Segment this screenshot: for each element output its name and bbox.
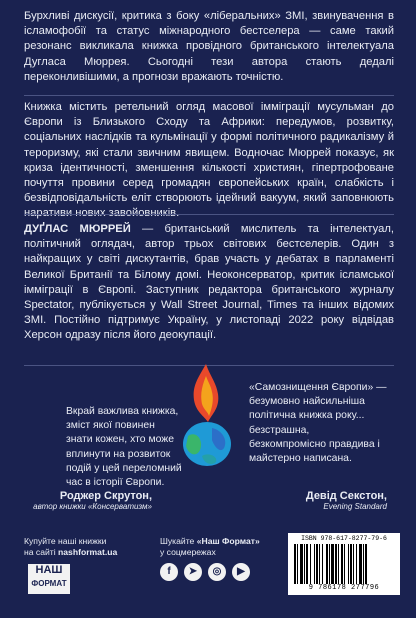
- quote-sexton: «Самознищення Європи» — безумовно найсильніша політична книжка року... безстрашна, безкомпромісно правдива і майстерно написана.: [249, 382, 387, 465]
- barcode-bar: [359, 544, 362, 584]
- publisher-site-link[interactable]: nashformat.ua: [58, 547, 118, 557]
- barcode-bar: [335, 544, 337, 584]
- barcode-bar: [316, 544, 318, 584]
- find-line-2: у соцмережах: [160, 547, 216, 557]
- social-note: [160, 536, 290, 558]
- divider: [24, 214, 394, 215]
- barcode-bar: [319, 544, 320, 584]
- buy-online-note: [24, 536, 154, 558]
- quote-scruton: Вкрай важлива книжка, зміст якої повинен знати кожен, хто може вплинути на розвиток подій у цей переломний час в історії Європи.: [66, 406, 182, 489]
- youtube-icon[interactable]: ▶: [232, 563, 250, 581]
- barcode-bar: [353, 544, 354, 584]
- quote-scruton-author: Роджер Скрутон,: [59, 490, 152, 502]
- barcode-bar: [341, 544, 343, 584]
- social-links: [160, 563, 250, 581]
- author-bio-text: — британський мислитель та інтелектуал, політичний оглядач, автор трьох світових бестселерів. Один з найкращих у світі дискутантів, брав участь у дебатах в парламенті Великої Британії та Білому домі. Неоконсерватор, критик ісламської імміграції в Європі. Заступник редактора британського журналу Spectator, публікується у Wall Street Journal, Times та інших відомих ЗМІ. Постійно підтримує Україну, у листопаді 2022 року відвідав Херсон одразу після його деокупації.: [24, 223, 394, 342]
- buy-line-2: на сайті nashformat.ua: [24, 547, 118, 557]
- quote-scruton-signature: [12, 490, 152, 512]
- quote-sexton-signature: [237, 490, 387, 512]
- barcode-bar: [356, 544, 357, 584]
- barcode-bar: [348, 544, 349, 584]
- author-name: ДУҐЛАС МЮРРЕЙ: [24, 223, 131, 235]
- barcode-number: 9 786178 277796: [308, 584, 380, 592]
- barcode-bar: [331, 544, 334, 584]
- barcode-bar: [304, 544, 305, 584]
- facebook-icon[interactable]: f: [160, 563, 178, 581]
- barcode-bar: [306, 544, 308, 584]
- quote-sexton-role: Evening Standard: [323, 502, 387, 511]
- barcode-bar: [365, 544, 367, 584]
- barcode-bar: [338, 544, 339, 584]
- flame-globe-illustration: [178, 360, 236, 470]
- quote-sexton-author: Девід Секстон,: [305, 490, 387, 502]
- barcode-bar: [363, 544, 364, 584]
- quote-scruton-role: автор книжки «Консерватизм»: [33, 502, 152, 511]
- barcode-bar: [310, 544, 311, 584]
- author-bio-paragraph: [24, 222, 394, 344]
- barcode-bar: [344, 544, 345, 584]
- barcode-bar: [329, 544, 330, 584]
- summary-paragraph: Книжка містить ретельний огляд масової імміграції мусульман до Європи із Близького Сходу та Африки: передумов, розвитку, соціальних наслідків та кульмінації у формі політичного радикалізму й тероризму, які стали звичним явищем. Водночас Мюррей показує, як криза ідентичності, зменшення кількості християн, гіпертрофоване почуття провини серед громадян європейських країн, слабкість і безвідповідальність еліт створюють ідейний вакуум, який заповнюють наративи нових завойовників.: [24, 101, 394, 220]
- barcode-bar: [350, 544, 352, 584]
- barcode-block: [288, 533, 400, 595]
- intro-paragraph: Бурхливі дискусії, критика з боку «ліберальних» ЗМІ, звинувачення в ісламофобії та статус міжнародного бестселера — саме такий резонанс викликала книжка провідного британського інтелектуала Дугласа Мюррея. Сьогодні тези автора стають дедалі переконливішими, а прогнози вражають точністю.: [24, 10, 394, 83]
- instagram-icon[interactable]: ◎: [208, 563, 226, 581]
- divider: [24, 95, 394, 96]
- barcode-image: [294, 544, 394, 584]
- buy-line-1: Купуйте наші книжки: [24, 536, 107, 546]
- barcode-bar: [322, 544, 323, 584]
- find-line-1: Шукайте «Наш Формат»: [160, 536, 260, 546]
- barcode-bar: [294, 544, 296, 584]
- publisher-logo: НАШ ФОРМАТ: [28, 564, 70, 594]
- telegram-icon[interactable]: ➤: [184, 563, 202, 581]
- isbn-label: ISBN 978-617-8277-79-6: [301, 535, 387, 542]
- barcode-bar: [300, 544, 303, 584]
- barcode-bar: [314, 544, 315, 584]
- barcode-bar: [326, 544, 328, 584]
- barcode-bar: [297, 544, 298, 584]
